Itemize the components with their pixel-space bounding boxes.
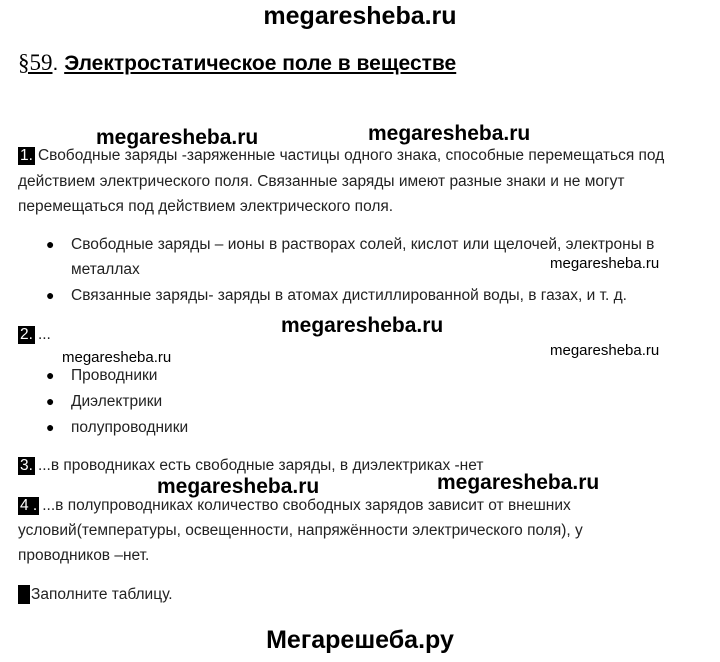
q2-item-3: полупроводники xyxy=(71,419,189,436)
q2-number: 2. xyxy=(20,326,33,343)
q4-line1: 4 . ...в полупроводниках количество свободных зарядов зависит от внешних xyxy=(20,497,571,514)
bullet-icon: ● xyxy=(46,287,55,303)
q1-bullet-1-line1: Свободные заряды – ионы в растворах солей, кислот или щелочей, электроны в xyxy=(71,236,655,253)
watermark: megaresheba.ru xyxy=(62,349,172,366)
q3-line: 3. ...в проводниках есть свободные заряды, в диэлектриках -нет xyxy=(20,457,484,474)
fill-table-text: Заполните таблицу. xyxy=(31,586,173,603)
bullet-icon: ● xyxy=(46,236,55,252)
watermark-top: megaresheba.ru xyxy=(263,2,457,30)
q1-line1: 1. Свободные заряды -заряженные частицы одного знака, способные перемещаться под xyxy=(20,147,665,164)
watermark: megaresheba.ru xyxy=(368,122,531,145)
black-marker xyxy=(18,585,30,604)
section-title: Электростатическое поле в веществе xyxy=(64,52,457,75)
section-number: §59 xyxy=(18,50,53,75)
q1-line2: действием электрического поля. Связанные заряды имеют разные знаки и не могут xyxy=(18,173,625,190)
section-heading xyxy=(18,50,456,76)
watermark: megaresheba.ru xyxy=(96,126,259,149)
q2-item-1: Проводники xyxy=(71,367,158,384)
bullet-icon: ● xyxy=(46,367,55,383)
watermark-bottom: Мегарешеба.ру xyxy=(266,626,454,654)
q2-line: 2. ... xyxy=(20,326,51,343)
q1-bullet-1-line2: металлах xyxy=(71,261,140,278)
q3-number: 3. xyxy=(20,457,33,474)
q1-line3: перемещаться под действием электрического поля. xyxy=(18,198,394,215)
q4-number: 4 . xyxy=(20,497,38,514)
bullet-icon: ● xyxy=(46,419,55,435)
q1-number: 1. xyxy=(20,147,33,164)
watermark: megaresheba.ru xyxy=(550,342,660,359)
q4-line3: проводников –нет. xyxy=(18,547,150,564)
watermark: megaresheba.ru xyxy=(281,314,444,337)
watermark: megaresheba.ru xyxy=(437,471,600,494)
watermark: megaresheba.ru xyxy=(157,475,320,498)
watermark: megaresheba.ru xyxy=(550,255,660,272)
section-dot: . xyxy=(52,52,59,75)
q4-line2: условий(температуры, освещенности, напряжённости электрического поля), у xyxy=(18,522,583,539)
q1-bullet-2: Связанные заряды- заряды в атомах дистиллированной воды, в газах, и т. д. xyxy=(71,287,627,304)
q2-item-2: Диэлектрики xyxy=(71,393,163,410)
bullet-icon: ● xyxy=(46,393,55,409)
